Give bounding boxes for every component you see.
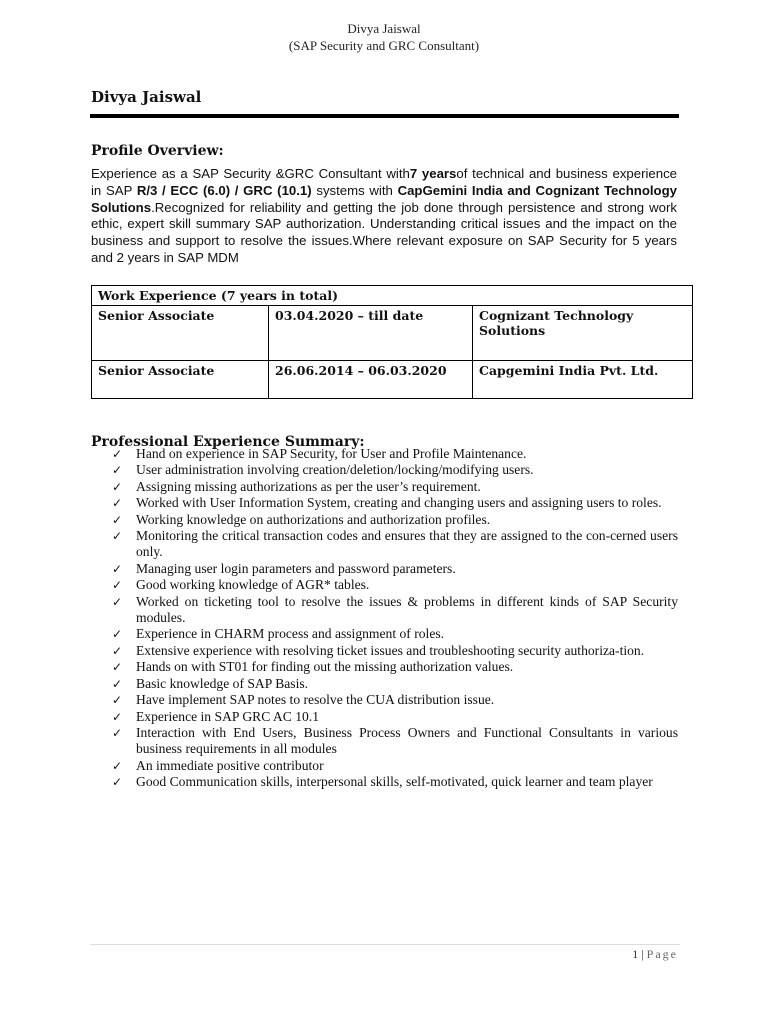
footer-divider xyxy=(90,944,680,945)
list-item-text: Assigning missing authorizations as per the user’s requirement. xyxy=(136,478,481,494)
list-item-text: Extensive experience with resolving ticket issues and troubleshooting security authoriza-tion. xyxy=(136,642,645,658)
list-item-text: Interaction with End Users, Business Process Owners and Functional Consultants in various business requirements in all modules xyxy=(136,724,678,757)
name-divider xyxy=(90,114,679,118)
work-table-header: Work Experience (7 years in total) xyxy=(92,286,693,306)
list-item xyxy=(112,495,678,511)
list-item xyxy=(112,774,678,790)
header-role: (SAP Security and GRC Consultant) xyxy=(288,38,480,53)
check-icon: ✓ xyxy=(112,529,123,544)
list-item-text: Working knowledge on authorizations and authorization profiles. xyxy=(136,511,491,527)
list-item-text: Good working knowledge of AGR* tables. xyxy=(136,577,370,593)
list-item-text: Worked with User Information System, creating and changing users and assigning users to roles. xyxy=(136,495,662,511)
work-experience-table xyxy=(91,285,693,399)
list-item xyxy=(112,725,678,758)
check-icon: ✓ xyxy=(112,660,123,675)
check-icon: ✓ xyxy=(112,463,123,478)
list-item xyxy=(112,692,678,708)
profile-text-3: systems with xyxy=(311,182,398,198)
check-icon: ✓ xyxy=(112,709,123,724)
job-dates: 03.04.2020 – till date xyxy=(269,306,473,361)
list-item xyxy=(112,643,678,659)
check-icon: ✓ xyxy=(112,676,123,691)
profile-bold-2: R/3 / ECC (6.0) / GRC (10.1) xyxy=(136,182,312,198)
list-item-text: Good Communication skills, interpersonal skills, self-motivated, quick learner and team player xyxy=(136,774,653,790)
profile-heading: Profile Overview: xyxy=(91,143,224,159)
list-item xyxy=(112,528,678,561)
list-item xyxy=(112,758,678,774)
list-item xyxy=(112,561,678,577)
list-item-text: Have implement SAP notes to resolve the CUA distribution issue. xyxy=(136,692,495,708)
list-item-text: Experience in SAP GRC AC 10.1 xyxy=(136,708,320,724)
table-row xyxy=(92,361,693,399)
list-item xyxy=(112,709,678,725)
list-item xyxy=(112,462,678,478)
page-header xyxy=(0,20,768,54)
list-item-text: User administration involving creation/deletion/locking/modifying users. xyxy=(136,462,534,478)
job-title: Senior Associate xyxy=(92,306,269,361)
profile-bold-1: 7 years xyxy=(409,166,457,181)
check-icon: ✓ xyxy=(112,725,123,740)
profile-text-2: of technical and business experience in SAP xyxy=(91,166,677,198)
check-icon: ✓ xyxy=(112,775,123,790)
job-dates: 26.06.2014 – 06.03.2020 xyxy=(269,361,473,399)
list-item-text: Hands on with ST01 for finding out the missing authorization values. xyxy=(136,659,514,675)
header-name: Divya Jaiswal xyxy=(347,21,421,36)
job-title: Senior Associate xyxy=(92,361,269,399)
list-item-text: Managing user login parameters and password parameters. xyxy=(136,560,456,576)
list-item-text: Worked on ticketing tool to resolve the issues & problems in different kinds of SAP Security modules. xyxy=(136,593,678,626)
check-icon: ✓ xyxy=(112,643,123,658)
profile-summary xyxy=(91,166,677,267)
check-icon: ✓ xyxy=(112,447,123,461)
profile-text-4: .Recognized for reliability and getting the job done through persistence and strong work ethic, expert skill summary SAP authorization. Understanding critical issues and the impact on the business and support to resolve the issues.Where relevant exposure on SAP Security for 5 years and 2 years in SAP MDM xyxy=(91,199,677,265)
list-item-text: An immediate positive contributor xyxy=(136,757,324,773)
list-item xyxy=(112,446,678,462)
page-number-value: 1 xyxy=(632,947,639,961)
list-item xyxy=(112,676,678,692)
job-company: Capgemini India Pvt. Ltd. xyxy=(473,361,693,399)
check-icon: ✓ xyxy=(112,512,123,527)
profile-bold-3: CapGemini India and Cognizant Technology Solutions xyxy=(91,182,677,215)
check-icon: ✓ xyxy=(112,578,123,593)
list-item-text: Monitoring the critical transaction codes and ensures that they are assigned to the con-cerned users only. xyxy=(136,528,678,560)
experience-heading: Professional Experience Summary: xyxy=(91,434,365,450)
page-label: Page xyxy=(646,947,678,961)
experience-list xyxy=(112,446,678,791)
check-icon: ✓ xyxy=(112,693,123,708)
candidate-name: Divya Jaiswal xyxy=(91,88,202,106)
check-icon: ✓ xyxy=(112,627,123,642)
page-number-separator: | xyxy=(641,947,644,961)
list-item-text: Basic knowledge of SAP Basis. xyxy=(136,675,309,691)
page-number xyxy=(632,947,678,962)
check-icon: ✓ xyxy=(112,496,123,511)
check-icon: ✓ xyxy=(112,758,123,773)
list-item-text: Hand on experience in SAP Security, for User and Profile Maintenance. xyxy=(136,446,527,461)
list-item xyxy=(112,659,678,675)
list-item xyxy=(112,577,678,593)
list-item xyxy=(112,512,678,528)
check-icon: ✓ xyxy=(112,479,123,494)
list-item xyxy=(112,479,678,495)
check-icon: ✓ xyxy=(112,594,123,609)
job-company: Cognizant Technology Solutions xyxy=(473,306,693,361)
list-item-text: Experience in CHARM process and assignment of roles. xyxy=(136,626,445,642)
table-row xyxy=(92,306,693,361)
list-item xyxy=(112,626,678,642)
list-item xyxy=(112,594,678,627)
profile-text-1: Experience as a SAP Security &GRC Consultant with xyxy=(91,166,410,181)
check-icon: ✓ xyxy=(112,561,123,576)
